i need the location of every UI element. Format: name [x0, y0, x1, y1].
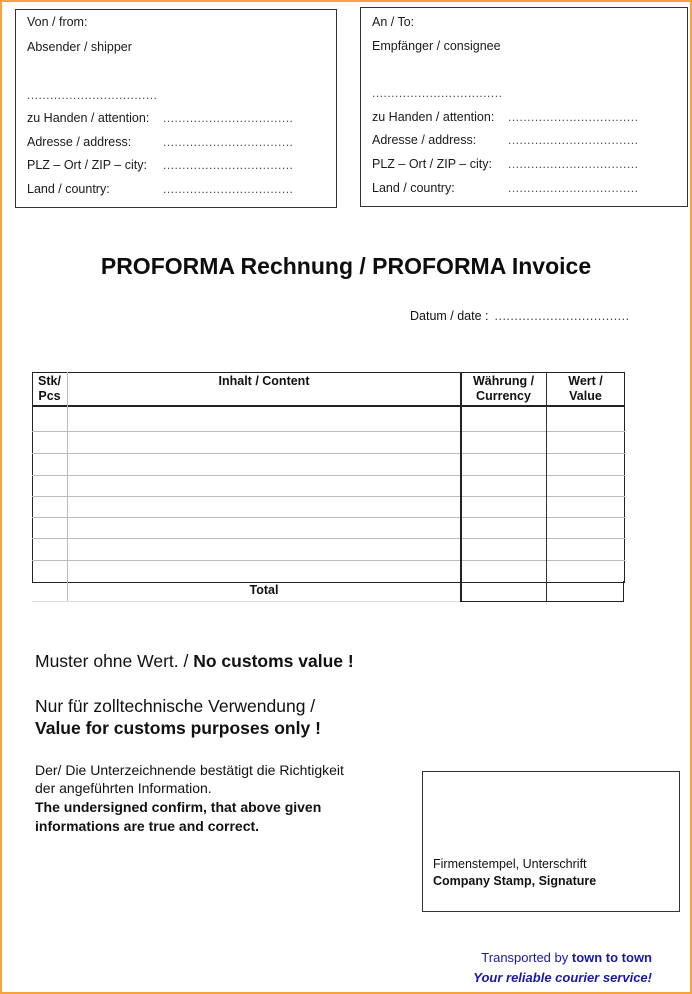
no-customs-value-line — [35, 651, 354, 672]
table-row-line — [32, 453, 625, 454]
consignee-country-field[interactable]: .................................. — [508, 181, 639, 195]
header-pcs-line2: Pcs — [38, 389, 61, 403]
consignee-address-box — [360, 7, 688, 207]
table-row-line — [32, 538, 625, 539]
sender-subtitle: Absender / shipper — [27, 40, 132, 54]
header-pcs — [32, 374, 67, 404]
header-currency-line1: Währung / — [472, 374, 535, 388]
footer-transported-by — [481, 950, 652, 965]
table-row-line — [32, 475, 625, 476]
consignee-title: An / To: — [372, 15, 415, 29]
sender-address-box — [15, 9, 337, 208]
total-value-cell[interactable] — [546, 581, 624, 602]
sender-address-label: Adresse / address: — [27, 135, 132, 149]
confirmation-en-line1: The undersigned confirm, that above given — [35, 799, 322, 815]
stamp-label-en: Company Stamp, Signature — [433, 874, 597, 888]
items-table — [32, 372, 625, 603]
sender-name-field[interactable]: .................................. — [27, 88, 158, 102]
footer-company-name: town to town — [571, 950, 652, 965]
sender-attention-label: zu Handen / attention: — [27, 111, 150, 125]
consignee-name-field[interactable]: .................................. — [372, 86, 503, 100]
total-currency-cell[interactable] — [460, 581, 546, 602]
consignee-address-field[interactable]: .................................. — [508, 133, 639, 147]
date-field[interactable]: .................................. — [494, 309, 630, 323]
invoice-title: PROFORMA Rechnung / PROFORMA Invoice — [100, 253, 592, 279]
consignee-city-label: PLZ – Ort / ZIP – city: — [372, 157, 492, 171]
consignee-city-field[interactable]: .................................. — [508, 157, 639, 171]
table-header-divider — [32, 405, 625, 407]
date-label: Datum / date : — [410, 309, 489, 323]
total-row-bottom — [32, 601, 460, 602]
table-row-line — [32, 560, 625, 561]
sender-address-field[interactable]: .................................. — [163, 135, 294, 149]
table-col-line — [546, 372, 547, 602]
table-row-line — [32, 517, 625, 518]
header-currency — [461, 374, 546, 404]
table-col-line — [460, 372, 462, 602]
table-row-line — [32, 496, 625, 497]
total-label: Total — [249, 583, 279, 597]
sender-title: Von / from: — [27, 15, 88, 29]
header-content: Inhalt / Content — [218, 374, 310, 388]
confirmation-en-line2: informations are true and correct. — [35, 818, 260, 834]
consignee-address-label: Adresse / address: — [372, 133, 477, 147]
header-value — [547, 374, 624, 404]
stamp-label-de: Firmenstempel, Unterschrift — [433, 857, 587, 871]
sender-country-label: Land / country: — [27, 182, 110, 196]
header-currency-line2: Currency — [476, 389, 531, 403]
table-row-line — [32, 431, 625, 432]
sender-city-label: PLZ – Ort / ZIP – city: — [27, 158, 147, 172]
header-pcs-line1: Stk/ — [38, 374, 61, 388]
header-value-line2: Value — [569, 389, 602, 403]
consignee-attention-field[interactable]: .................................. — [508, 110, 639, 124]
consignee-attention-label: zu Handen / attention: — [372, 110, 495, 124]
consignee-country-label: Land / country: — [372, 181, 455, 195]
sender-country-field[interactable]: .................................. — [163, 182, 294, 196]
sender-city-field[interactable]: .................................. — [163, 158, 294, 172]
sender-attention-field[interactable]: .................................. — [163, 111, 294, 125]
header-value-line1: Wert / — [568, 374, 603, 388]
confirmation-de-line2: der angeführten Information. — [35, 780, 212, 796]
table-col-line — [67, 372, 68, 601]
signature-stamp-box[interactable] — [422, 771, 680, 912]
confirmation-de-line1: Der/ Die Unterzeichnende bestätigt die Richtigkeit — [35, 762, 344, 778]
footer-transported-label: Transported by — [481, 950, 572, 965]
customs-purpose-de: Nur für zolltechnische Verwendung / — [35, 696, 316, 716]
footer-slogan: Your reliable courier service! — [473, 970, 652, 985]
no-customs-value-de: Muster ohne Wert. / — [35, 651, 194, 671]
date-row — [410, 309, 630, 323]
no-customs-value-en: No customs value ! — [193, 651, 354, 671]
customs-purpose-en: Value for customs purposes only ! — [35, 718, 321, 738]
consignee-subtitle: Empfänger / consignee — [372, 39, 501, 53]
